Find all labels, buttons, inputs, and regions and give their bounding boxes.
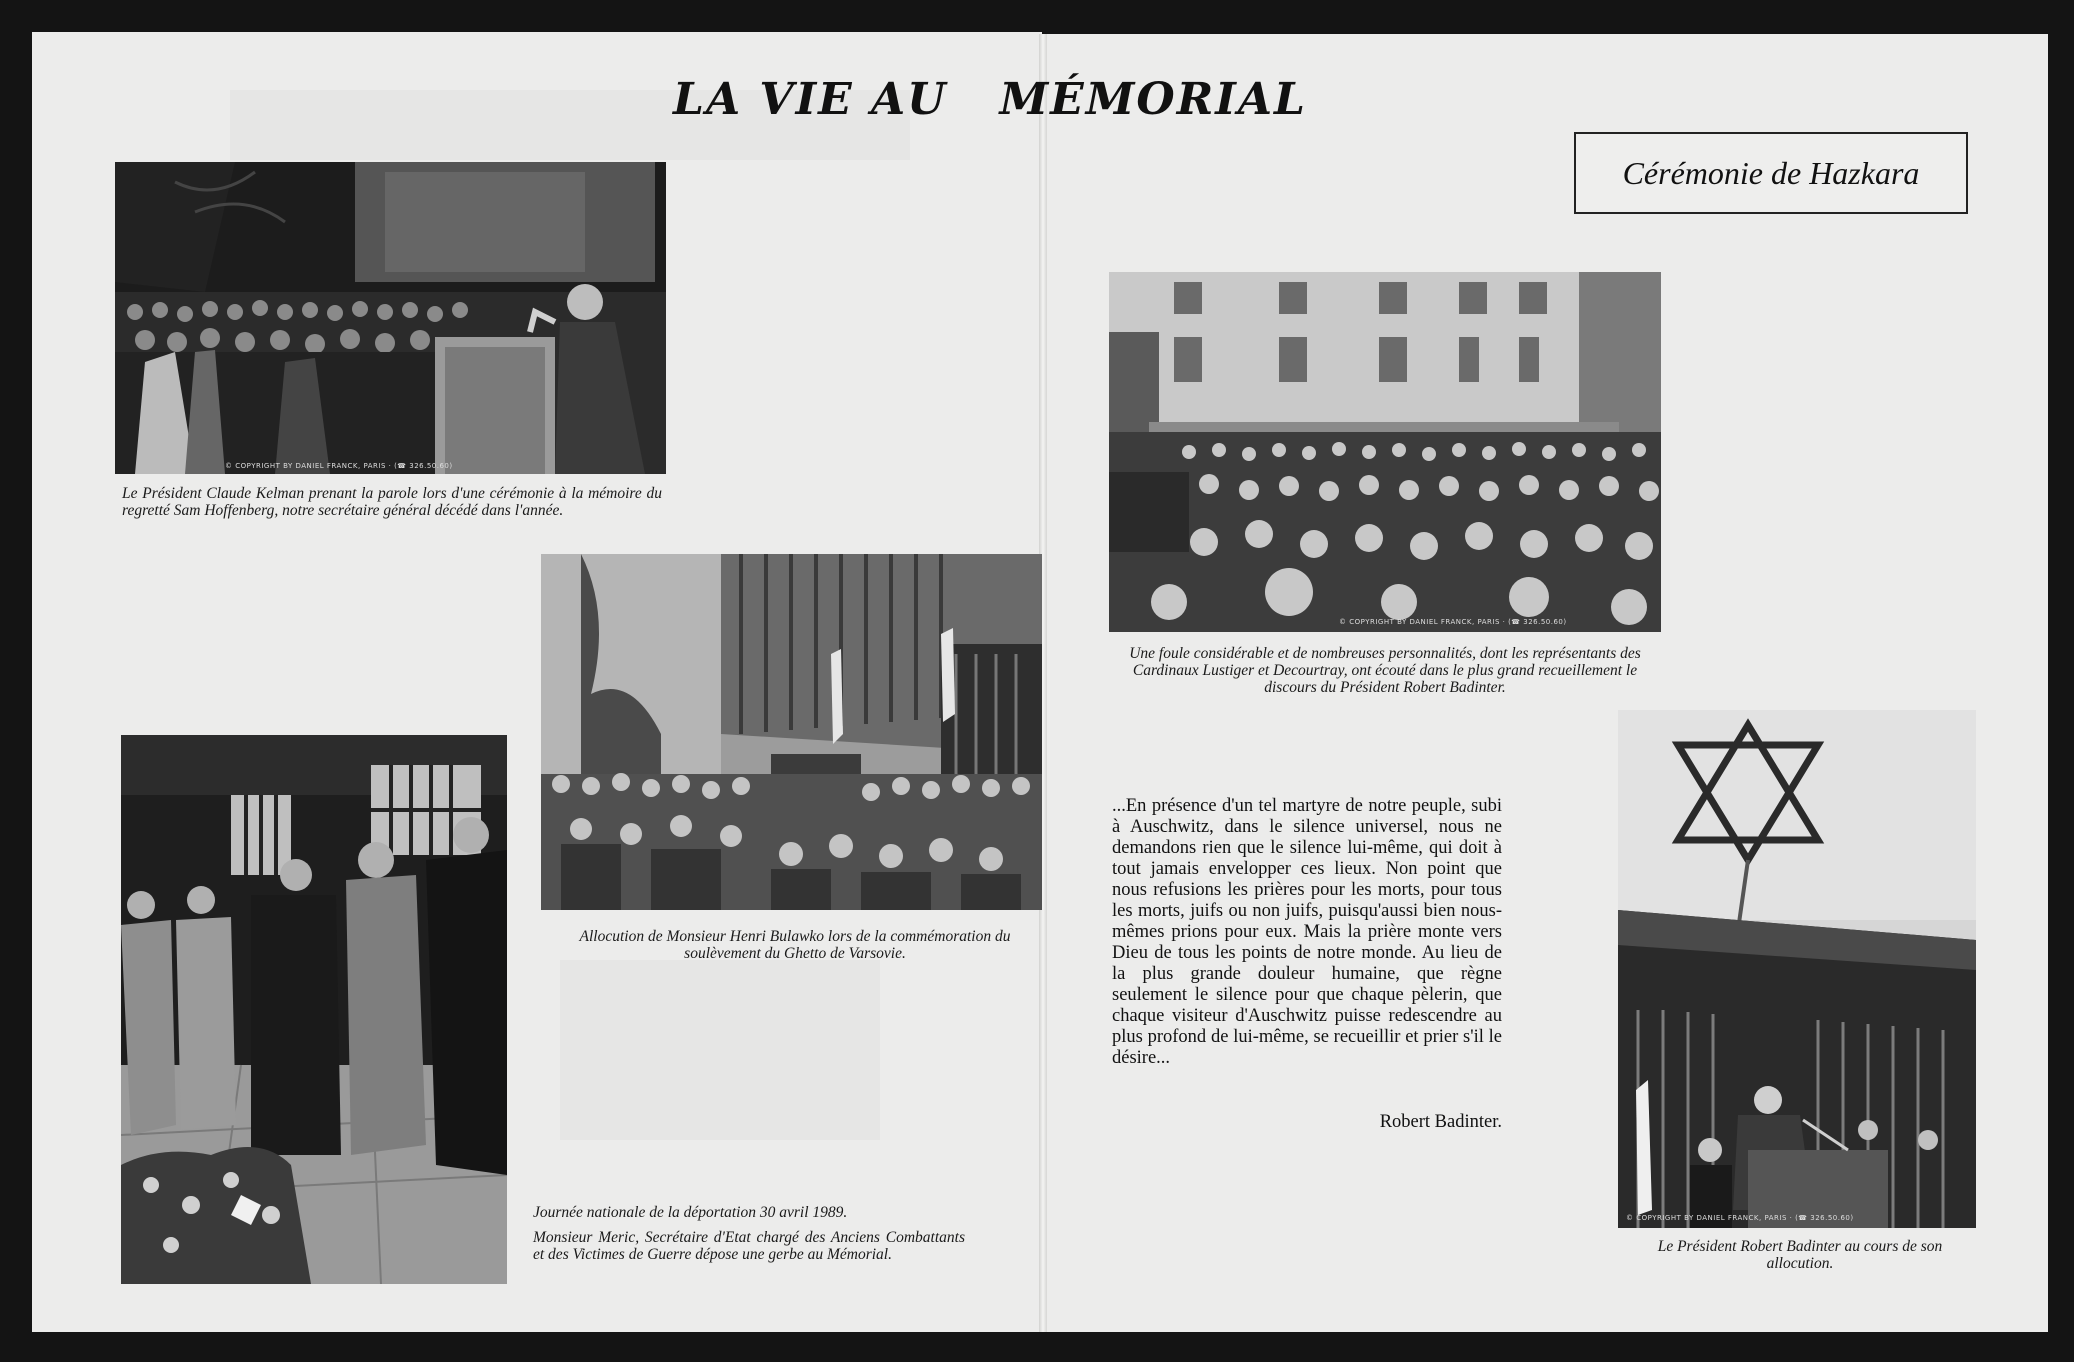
photo-copyright: © COPYRIGHT BY DANIEL FRANCK, PARIS · (☎ 326.50.60) xyxy=(1626,1214,1854,1222)
photo-bulawko-caption: Allocution de Monsieur Henri Bulawko lors de la commémoration du soulèvement du Ghetto de Varsovie. xyxy=(579,928,1011,962)
photo-crowd-image xyxy=(1109,272,1661,632)
photo-bulawko-speech xyxy=(541,554,1042,910)
show-through xyxy=(560,960,880,1140)
photo-deportation-caption: Monsieur Meric, Secrétaire d'Etat chargé des Anciens Combattants et des Victimes de Guerre dépose une gerbe au Mémorial. xyxy=(533,1229,965,1263)
page-title: LA VIE AU MÉMORIAL xyxy=(673,74,1307,125)
photo-kelman-speech xyxy=(115,162,666,474)
section-title-label: Cérémonie de Hazkara xyxy=(1622,154,1920,191)
photo-kelman-caption: Le Président Claude Kelman prenant la parole lors d'une cérémonie à la mémoire du regretté Sam Hoffenberg, notre secrétaire général décédé dans l'année. xyxy=(122,485,662,519)
badinter-quote: ...En présence d'un tel martyre de notre peuple, subi à Auschwitz, dans le silence universel, nous ne demandons rien que le silence lui-même, qui doit à tout jamais envelopper ces lieux. Non point que nous refusions les prières pour les morts, pour tous les morts, juifs ou non juifs, puisqu'aussi bien nous-mêmes prions pour eux. Mais la prière monte vers Dieu de tous les points de notre monde. Au lieu de la plus grande douleur humaine, que règne seulement le silence pour que chaque pèlerin, que chaque visiteur d'Auschwitz puisse redescendre au plus profond de lui-même, se recueillir et prier s'il le désire... xyxy=(1112,796,1502,1068)
photo-deportation-image xyxy=(121,735,507,1284)
quote-author: Robert Badinter. xyxy=(1379,1112,1502,1132)
photo-badinter-image xyxy=(1618,710,1976,1228)
photo-copyright: © COPYRIGHT BY DANIEL FRANCK, PARIS · (☎ 326.50.60) xyxy=(1339,618,1567,626)
photo-deportation-day xyxy=(121,735,507,1284)
photo-copyright: © COPYRIGHT BY DANIEL FRANCK, PARIS · (☎ 326.50.60) xyxy=(225,462,453,470)
photo-bulawko-image xyxy=(541,554,1042,910)
photo-badinter-speech xyxy=(1618,710,1976,1228)
photo-hazkara-crowd xyxy=(1109,272,1661,632)
photo-deportation-caption-title: Journée nationale de la déportation 30 avril 1989. xyxy=(533,1204,848,1221)
photo-kelman-image xyxy=(115,162,666,474)
photo-badinter-caption: Le Président Robert Badinter au cours de son allocution. xyxy=(1657,1238,1943,1272)
section-title xyxy=(1574,132,1968,214)
photo-crowd-caption: Une foule considérable et de nombreuses personnalités, dont les représentants des Cardinaux Lustiger et Decourtray, ont écouté dans le plus grand recueillement le discours du Président Robert Badinter. xyxy=(1129,645,1641,696)
